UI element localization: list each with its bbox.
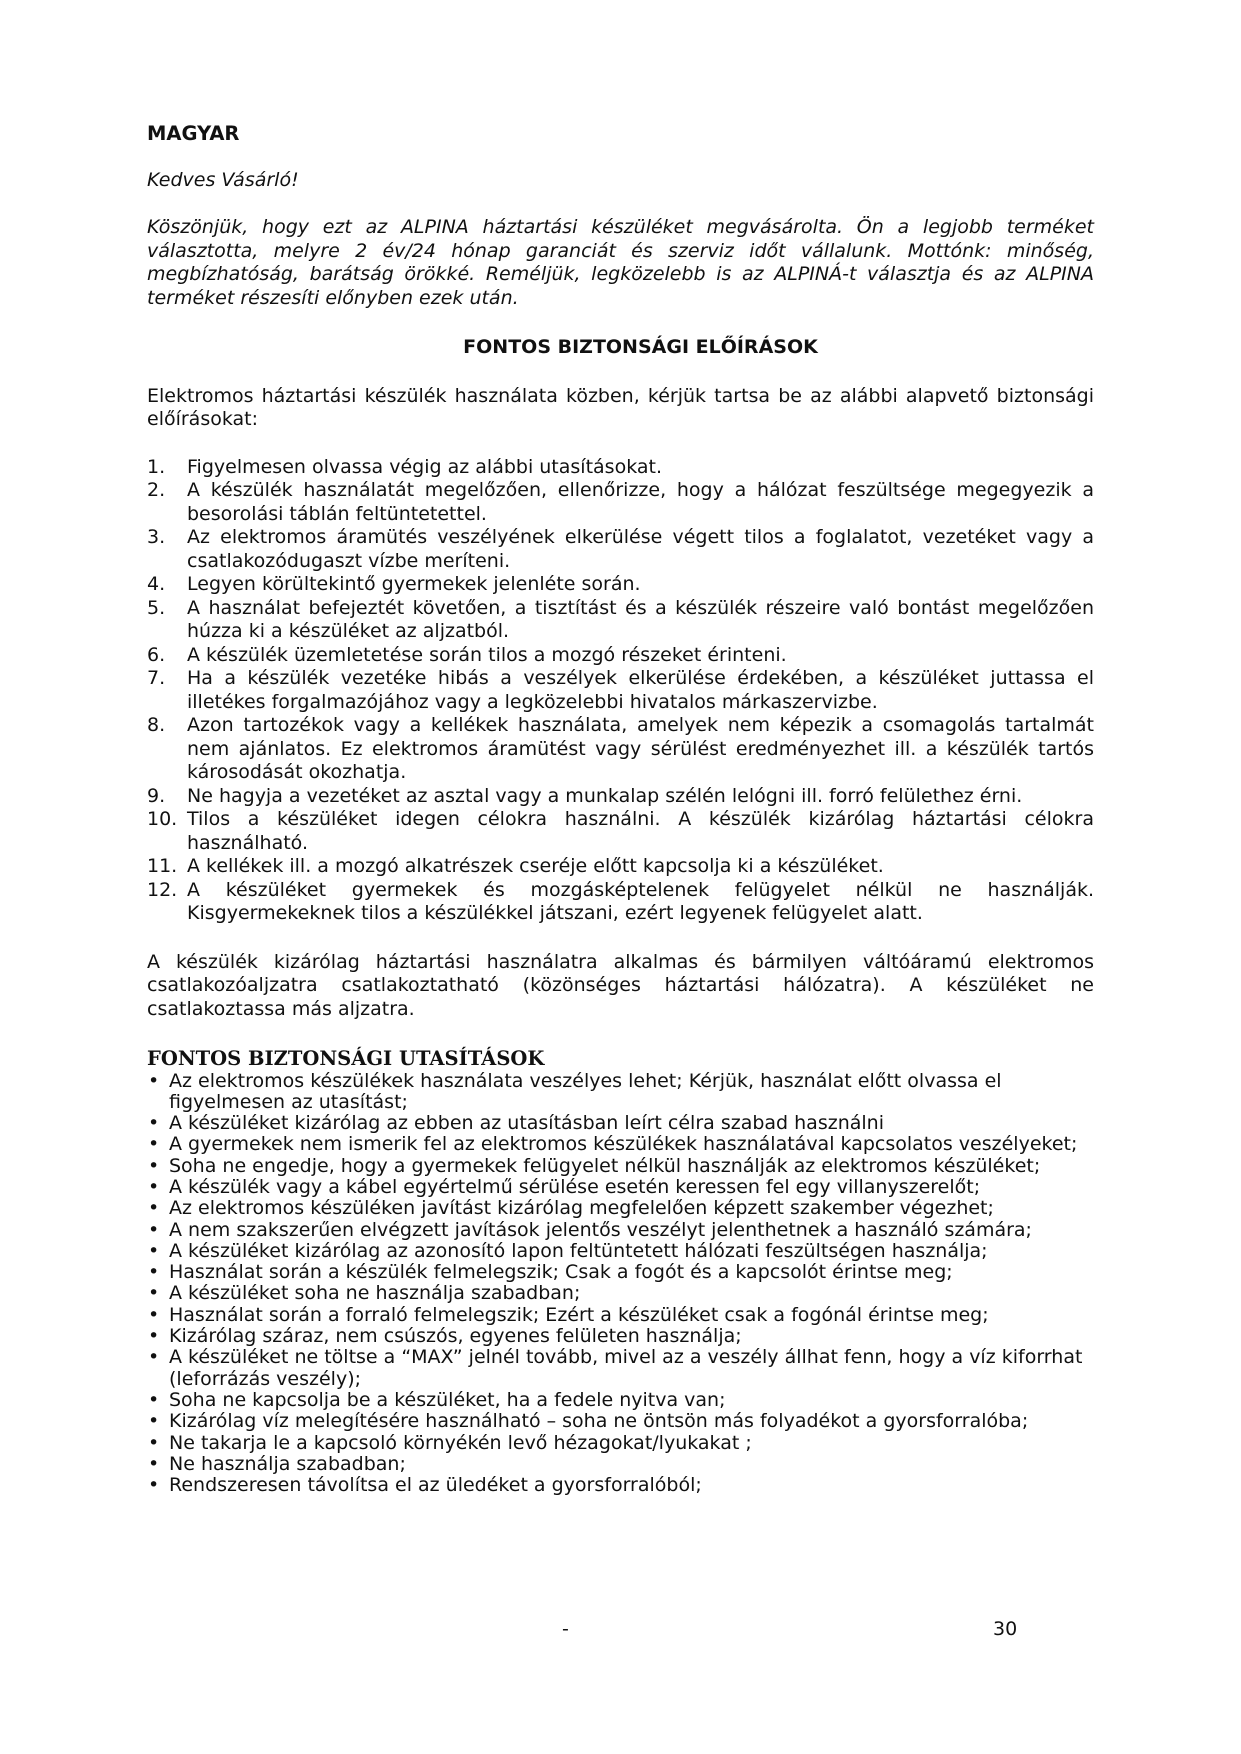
list-item bbox=[147, 785, 1094, 809]
list-item bbox=[147, 1198, 1094, 1219]
item-number: 11. bbox=[147, 855, 178, 877]
item-number: 8. bbox=[147, 714, 166, 736]
bullet-icon: • bbox=[148, 1218, 160, 1241]
item-text: A kellékek ill. a mozgó alkatrészek cseréje előtt kapcsolja ki a készüléket. bbox=[187, 855, 884, 877]
usage-closing-paragraph: A készülék kizárólag háztartási használatra alkalmas és bármilyen váltóáramú elektromos csatlakozóaljzatra csatlakoztatható (közönséges háztartási hálózatra). A készüléket ne csatlakoztassa más aljzatra. bbox=[147, 950, 1094, 1020]
list-item bbox=[147, 573, 1094, 597]
list-item bbox=[147, 714, 1094, 785]
item-text: Ne használja szabadban; bbox=[169, 1452, 406, 1475]
item-text: A nem szakszerűen elvégzett javítások jelentős veszélyt jelenthetnek a használó számára; bbox=[169, 1218, 1032, 1241]
list-item bbox=[147, 879, 1094, 926]
item-text: A készüléket kizárólag az azonosító lapon feltüntetett hálózati feszültségen használja; bbox=[169, 1239, 988, 1262]
bullet-icon: • bbox=[148, 1175, 160, 1198]
list-item bbox=[147, 526, 1094, 573]
bullet-icon: • bbox=[148, 1346, 160, 1369]
list-item bbox=[147, 1156, 1094, 1177]
list-item bbox=[147, 667, 1094, 714]
item-text: Figyelmesen olvassa végig az alábbi utasításokat. bbox=[187, 455, 662, 478]
safety-rules-list bbox=[147, 456, 1094, 926]
list-item bbox=[147, 1305, 1094, 1326]
list-item bbox=[147, 1411, 1094, 1432]
item-text: Az elektromos áramütés veszélyének elkerülése végett tilos a foglalatot, vezetéket vagy a csatlakozódugaszt vízbe meríteni. bbox=[187, 526, 1094, 572]
bullet-icon: • bbox=[148, 1133, 160, 1156]
bullet-icon: • bbox=[148, 1388, 160, 1411]
item-text: Kizárólag száraz, nem csúszós, egyenes felületen használja; bbox=[169, 1325, 742, 1348]
item-text: Rendszeresen távolítsa el az üledéket a gyorsforralóból; bbox=[169, 1474, 702, 1497]
item-text: A gyermekek nem ismerik fel az elektromos készülékek használatával kapcsolatos veszélyeket; bbox=[169, 1133, 1078, 1156]
item-text: Használat során a forraló felmelegszik; Ezért a készüléket csak a fogónál érintse meg; bbox=[169, 1303, 989, 1326]
item-text: Tilos a készüléket idegen célokra használni. A készülék kizárólag háztartási célokra használható. bbox=[187, 808, 1094, 854]
bullet-icon: • bbox=[148, 1431, 160, 1454]
item-text: Legyen körültekintő gyermekek jelenléte során. bbox=[187, 573, 641, 595]
item-text: Soha ne kapcsolja be a készüléket, ha a fedele nyitva van; bbox=[169, 1388, 726, 1411]
bullet-icon: • bbox=[148, 1261, 160, 1284]
item-number: 7. bbox=[147, 667, 166, 689]
list-item bbox=[147, 1454, 1094, 1475]
item-text: Használat során a készülék felmelegszik; Csak a fogót és a kapcsolót érintse meg; bbox=[169, 1261, 953, 1284]
list-item bbox=[147, 1241, 1094, 1262]
list-item bbox=[147, 1134, 1094, 1155]
list-item bbox=[147, 1326, 1094, 1347]
item-text: Azon tartozékok vagy a kellékek használata, amelyek nem képezik a csomagolás tartalmát nem ajánlatos. Ez elektromos áramütést vagy sérülést eredményezhet ill. a készülék tartós károsodását okozhatja. bbox=[187, 714, 1094, 783]
footer-dash: - bbox=[562, 1618, 569, 1640]
item-text: Soha ne engedje, hogy a gyermekek felügyelet nélkül használják az elektromos készüléket; bbox=[169, 1154, 1041, 1177]
list-item bbox=[147, 1177, 1094, 1198]
item-text: A készüléket soha ne használja szabadban; bbox=[169, 1282, 581, 1305]
bullet-icon: • bbox=[148, 1197, 160, 1220]
bullet-icon: • bbox=[148, 1282, 160, 1305]
safety-instructions-title: FONTOS BIZTONSÁGI UTASÍTÁSOK bbox=[147, 1047, 545, 1070]
list-item bbox=[147, 1347, 1094, 1390]
list-item bbox=[147, 1113, 1094, 1134]
item-number: 3. bbox=[147, 526, 166, 548]
item-text: Ne hagyja a vezetéket az asztal vagy a munkalap szélén lelógni ill. forró felülethez érni. bbox=[187, 784, 1023, 807]
bullet-icon: • bbox=[148, 1239, 160, 1262]
item-number: 1. bbox=[147, 455, 166, 478]
intro-paragraph: Köszönjük, hogy ezt az ALPINA háztartási készüléket megvásárolta. Ön a legjobb terméket választotta, melyre 2 év/24 hónap garanciát és szerviz időt vállalunk. Mottónk: minőség, megbízhatóság, barátság örökké. Reméljük, legközelebb is az ALPINÁ-t választja és az ALPINA terméket részesíti előnyben ezek után. bbox=[147, 216, 1094, 309]
bullet-icon: • bbox=[148, 1452, 160, 1475]
bullet-icon: • bbox=[148, 1154, 160, 1177]
bullet-icon: • bbox=[148, 1112, 160, 1135]
item-text: Ne takarja le a kapcsoló környékén levő hézagokat/lyukakat ; bbox=[169, 1431, 752, 1454]
list-item bbox=[147, 1071, 1094, 1114]
safety-rules-title: FONTOS BIZTONSÁGI ELŐÍRÁSOK bbox=[463, 336, 818, 358]
list-item bbox=[147, 456, 1094, 480]
bullet-icon: • bbox=[148, 1474, 160, 1497]
item-text: A készüléket gyermekek és mozgásképtelenek felügyelet nélkül ne használják. Kisgyermekeknek tilos a készülékkel játszani, ezért legyenek felügyelet alatt. bbox=[187, 878, 1094, 924]
item-number: 12. bbox=[147, 878, 178, 901]
list-item bbox=[147, 644, 1094, 668]
item-number: 2. bbox=[147, 479, 166, 501]
item-text: Az elektromos készüléken javítást kizárólag megfelelően képzett szakember végezhet; bbox=[169, 1197, 994, 1220]
item-text: A készüléket kizárólag az ebben az utasításban leírt célra szabad használni bbox=[169, 1112, 884, 1135]
document-page bbox=[147, 122, 1094, 1496]
list-item bbox=[147, 1262, 1094, 1283]
list-item bbox=[147, 808, 1094, 855]
item-text: Az elektromos készülékek használata veszélyes lehet; Kérjük, használat előtt olvassa el figyelmesen az utasítást; bbox=[169, 1069, 1002, 1113]
item-text: Ha a készülék vezetéke hibás a veszélyek elkerülése érdekében, a készüléket juttassa el illetékes forgalmazójához vagy a legközelebbi hivatalos márkaszervizbe. bbox=[187, 667, 1094, 713]
list-item bbox=[147, 1390, 1094, 1411]
page-number: 30 bbox=[993, 1618, 1018, 1640]
list-item bbox=[147, 1220, 1094, 1241]
item-number: 10. bbox=[147, 808, 178, 830]
bullet-icon: • bbox=[148, 1069, 160, 1092]
list-item bbox=[147, 479, 1094, 526]
item-number: 6. bbox=[147, 643, 166, 666]
bullet-icon: • bbox=[148, 1410, 160, 1433]
list-item bbox=[147, 1475, 1094, 1496]
item-number: 5. bbox=[147, 596, 166, 619]
item-text: A használat befejeztét követően, a tisztítást és a készülék részeire való bontást megelőzően húzza ki a készüléket az aljzatból. bbox=[187, 596, 1094, 642]
list-item bbox=[147, 855, 1094, 879]
language-heading: MAGYAR bbox=[147, 122, 240, 145]
item-text: A készülék használatát megelőzően, ellenőrizze, hogy a hálózat feszültsége megegyezik a besorolási táblán feltüntetettel. bbox=[187, 479, 1094, 525]
bullet-icon: • bbox=[148, 1325, 160, 1348]
list-item bbox=[147, 597, 1094, 644]
safety-rules-lead: Elektromos háztartási készülék használata közben, kérjük tartsa be az alábbi alapvető biztonsági előírásokat: bbox=[147, 384, 1094, 430]
item-text: A készülék üzemletetése során tilos a mozgó részeket érinteni. bbox=[187, 643, 787, 666]
item-number: 4. bbox=[147, 573, 166, 595]
safety-instructions-list bbox=[147, 1071, 1094, 1497]
list-item bbox=[147, 1433, 1094, 1454]
greeting: Kedves Vásárló! bbox=[147, 168, 299, 191]
item-text: A készüléket ne töltse a “MAX” jelnél tovább, mivel az a veszély állhat fenn, hogy a víz kiforrhat (leforrázás veszély); bbox=[169, 1346, 1083, 1390]
item-text: Kizárólag víz melegítésére használható – soha ne öntsön más folyadékot a gyorsforralóba; bbox=[169, 1410, 1029, 1433]
list-item bbox=[147, 1283, 1094, 1304]
item-number: 9. bbox=[147, 784, 166, 807]
bullet-icon: • bbox=[148, 1303, 160, 1326]
item-text: A készülék vagy a kábel egyértelmű sérülése esetén keressen fel egy villanyszerelőt; bbox=[169, 1175, 981, 1198]
